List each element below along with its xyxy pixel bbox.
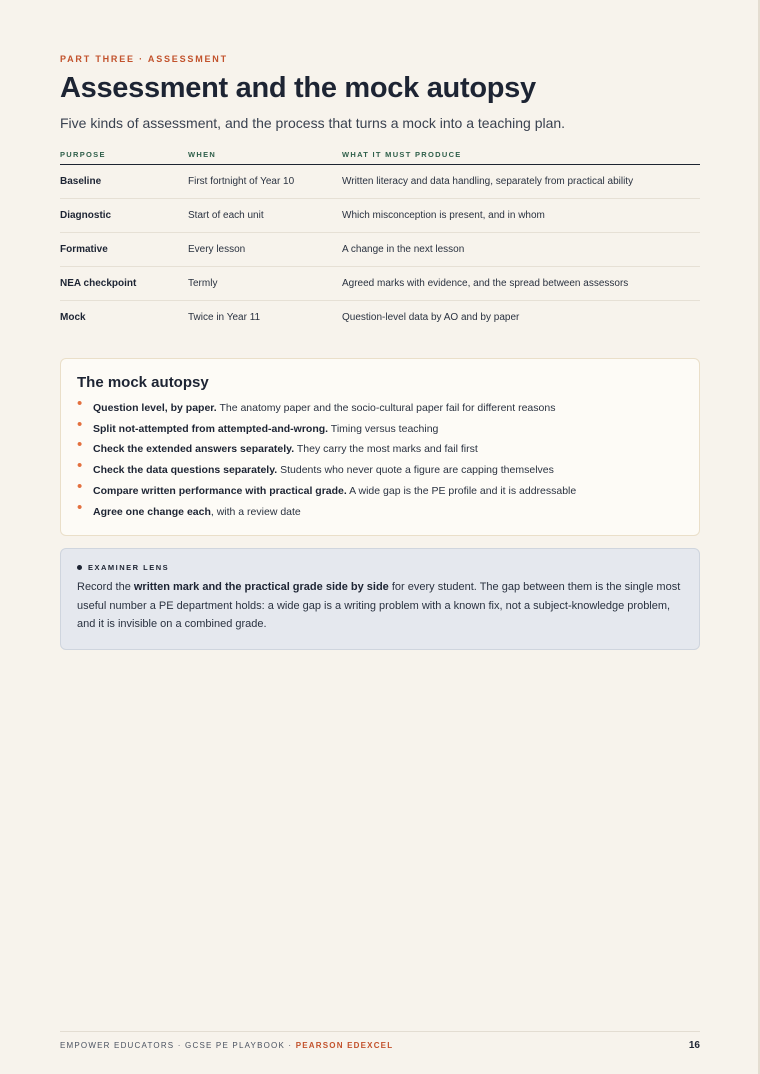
bullet-icon: • [77, 477, 83, 495]
when-cell: Twice in Year 11 [188, 312, 261, 323]
produce-cell: Written literacy and data handling, separately from practical ability [342, 165, 700, 199]
lens-text-bold: written mark and the practical grade side by side [133, 581, 389, 594]
dot-icon [77, 565, 82, 570]
lens-text-after: for every student. The gap between them is the single most useful number a PE department holds: a wide gap is a writing problem with a known fix, not a subject-knowledge problem, and it is invisible on a combined grade. [77, 581, 681, 631]
assessment-table [60, 150, 700, 334]
list-item [77, 477, 683, 502]
bullet-icon: • [77, 436, 83, 454]
list-item-lead: Check the extended answers separately. [93, 443, 295, 456]
examiner-lens-callout [60, 548, 700, 650]
purpose-cell: Formative [60, 233, 188, 267]
list-item [77, 415, 683, 440]
table-row [60, 233, 700, 267]
bullet-icon: • [77, 395, 83, 412]
list-item-lead: Agree one change each [93, 505, 211, 518]
page-subtitle: Five kinds of assessment, and the process that turns a mock into a teaching plan. [60, 115, 566, 131]
column-header-when: WHEN [188, 150, 342, 165]
footer-credit [60, 1041, 393, 1050]
table-row [60, 199, 700, 233]
table-row [60, 267, 700, 301]
list-item-text: Students who never quote a figure are capping themselves [277, 464, 554, 477]
page-footer [60, 1031, 700, 1051]
page-content [60, 54, 700, 650]
list-item-text: The anatomy paper and the socio-cultural paper fail for different reasons [216, 402, 556, 414]
mock-autopsy-title: The mock autopsy [77, 374, 209, 391]
bullet-icon: • [77, 415, 83, 433]
when-cell: Start of each unit [188, 199, 342, 233]
produce-cell: Agreed marks with evidence, and the spread between assessors [342, 267, 700, 301]
list-item-text: They carry the most marks and fail first [294, 443, 478, 456]
list-item [77, 395, 683, 419]
list-item-text: A wide gap is the PE profile and it is addressable [346, 484, 577, 497]
list-item-text: Timing versus teaching [328, 422, 439, 435]
list-item [77, 436, 683, 460]
column-header-purpose: PURPOSE [60, 150, 188, 165]
bullet-icon: • [77, 457, 83, 475]
mock-autopsy-list [77, 395, 683, 522]
examiner-lens-label [77, 563, 683, 572]
when-cell: Termly [188, 267, 342, 301]
produce-cell: A change in the next lesson [342, 233, 700, 267]
examiner-lens-label-text: EXAMINER LENS [88, 563, 170, 573]
when-cell: Every lesson [188, 233, 342, 267]
table-header-row [60, 150, 700, 165]
list-item-text: , with a review date [210, 505, 301, 518]
list-item [77, 498, 683, 523]
lens-text-before: Record the [77, 581, 134, 594]
produce-cell: Which misconception is present, and in whom [342, 199, 700, 233]
mock-autopsy-card [60, 358, 700, 536]
purpose-cell: Baseline [60, 165, 188, 199]
list-item-lead: Check the data questions separately. [93, 464, 278, 477]
page-number: 16 [688, 1040, 700, 1051]
purpose-cell: Mock [60, 312, 86, 323]
footer-brand: PEARSON EDEXCEL [295, 1041, 394, 1050]
section-eyebrow: PART THREE · ASSESSMENT [60, 54, 228, 64]
purpose-cell: Diagnostic [60, 199, 188, 233]
produce-cell: Question-level data by AO and by paper [342, 312, 520, 323]
footer-publisher: EMPOWER EDUCATORS · GCSE PE PLAYBOOK · [60, 1041, 296, 1050]
table-row [60, 165, 700, 199]
purpose-cell: NEA checkpoint [60, 267, 188, 301]
list-item [77, 457, 683, 481]
column-header-produce: WHAT IT MUST PRODUCE [342, 150, 700, 165]
list-item-lead: Split not-attempted from attempted-and-wrong. [93, 422, 329, 435]
list-item-lead: Question level, by paper. [93, 402, 217, 414]
examiner-lens-text [77, 578, 683, 634]
list-item-lead: Compare written performance with practical grade. [93, 484, 347, 497]
table-row [60, 301, 700, 335]
when-cell: First fortnight of Year 10 [188, 165, 342, 199]
page-title: Assessment and the mock autopsy [60, 72, 536, 104]
bullet-icon: • [77, 498, 83, 516]
